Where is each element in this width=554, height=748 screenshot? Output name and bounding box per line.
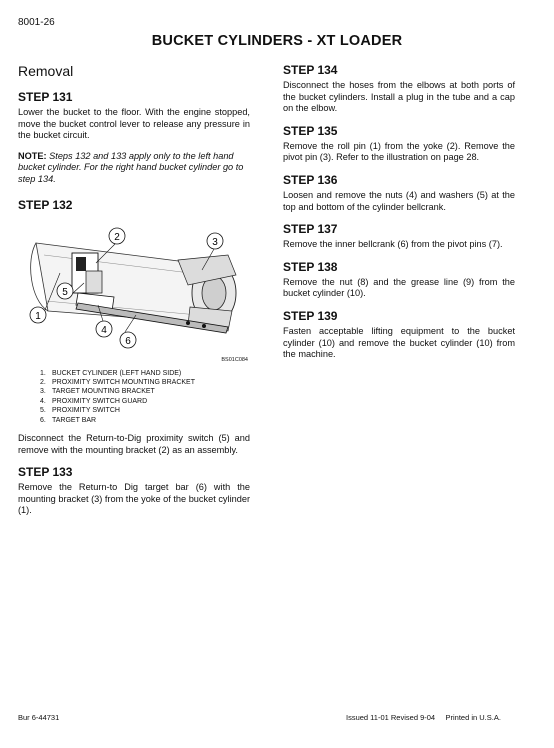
legend-item: 4. PROXIMITY SWITCH GUARD <box>40 397 148 405</box>
note-label: NOTE: <box>18 150 47 161</box>
step-139-heading: STEP 139 <box>283 308 338 323</box>
right-column <box>283 63 515 370</box>
callout-5 <box>57 283 73 299</box>
step-133-heading: STEP 133 <box>18 465 73 480</box>
legend-item: 3. TARGET MOUNTING BRACKET <box>40 388 155 396</box>
step-137-text: Remove the inner bellcrank (6) from the pivot pins (7). <box>283 239 503 250</box>
footer-document-number: Bur 6-44731 <box>18 713 60 722</box>
legend-item: 1. BUCKET CYLINDER (LEFT HAND SIDE) <box>40 369 182 377</box>
svg-text:3: 3 <box>212 236 218 248</box>
footer-issue-info: Issued 11-01 Revised 9-04 Printed in U.S.A. <box>346 713 501 722</box>
step-137-heading: STEP 137 <box>283 222 338 237</box>
page-title: BUCKET CYLINDERS - XT LOADER <box>151 33 403 49</box>
left-column <box>18 63 250 526</box>
figure-bucket-cylinder <box>18 215 250 365</box>
step-131-heading: STEP 131 <box>18 90 73 104</box>
step-132-text: Disconnect the Return-to-Dig proximity switch (5) and remove with the mounting bracket (2) as an assembly. <box>18 433 250 455</box>
legend-item: 6. TARGET BAR <box>40 416 97 424</box>
figure-legend <box>40 369 250 425</box>
callout-1 <box>30 307 46 323</box>
step-132-heading: STEP 132 <box>18 197 73 212</box>
svg-text:5: 5 <box>62 286 68 298</box>
svg-text:2: 2 <box>114 231 120 243</box>
step-134-text: Disconnect the hoses from the elbows at both ports of the bucket cylinders. Install a plug in the tube and a cap on the elbow. <box>283 80 515 114</box>
step-138-text: Remove the nut (8) and the grease line (9) from the bucket cylinder (10). <box>283 276 515 299</box>
svg-text:4: 4 <box>101 324 107 336</box>
note-text: Steps 132 and 133 apply only to the left hand bucket cylinder. For the right hand bucket cylinder go to step 134. <box>18 150 244 184</box>
step-139-text: Fasten acceptable lifting equipment to the bucket cylinder (10) and remove the bucket cylinder (10) from the machine. <box>283 325 515 360</box>
callout-3 <box>207 233 223 249</box>
bucket-cylinder-illustration <box>18 215 250 365</box>
step-131-text: Lower the bucket to the floor. With the engine stopped, move the bucket control lever to release any pressure in the bucket circuit. <box>18 107 250 141</box>
figure-code: BS01C084 <box>221 356 248 363</box>
svg-text:1: 1 <box>35 310 41 322</box>
page-number: 8001-26 <box>18 17 55 28</box>
step-135-text: Remove the roll pin (1) from the yoke (2). Remove the pivot pin (3). Refer to the illustration on page 28. <box>283 140 515 163</box>
step-134-heading: STEP 134 <box>283 63 338 77</box>
section-heading-removal: Removal <box>18 63 74 79</box>
step-133-text: Remove the Return-to Dig target bar (6) with the mounting bracket (3) from the yoke of the bucket cylinder (1). <box>18 482 250 516</box>
note <box>18 151 250 186</box>
step-138-heading: STEP 138 <box>283 259 338 274</box>
step-135-heading: STEP 135 <box>283 123 338 138</box>
step-136-text: Loosen and remove the nuts (4) and washers (5) at the top and bottom of the cylinder bellcrank. <box>283 189 515 212</box>
step-136-heading: STEP 136 <box>283 172 338 187</box>
callout-2 <box>109 228 125 244</box>
callout-6 <box>120 332 136 348</box>
svg-text:6: 6 <box>125 335 131 347</box>
legend-item: 2. PROXIMITY SWITCH MOUNTING BRACKET <box>40 378 195 386</box>
legend-item: 5. PROXIMITY SWITCH <box>40 407 120 415</box>
callout-4 <box>96 321 112 337</box>
